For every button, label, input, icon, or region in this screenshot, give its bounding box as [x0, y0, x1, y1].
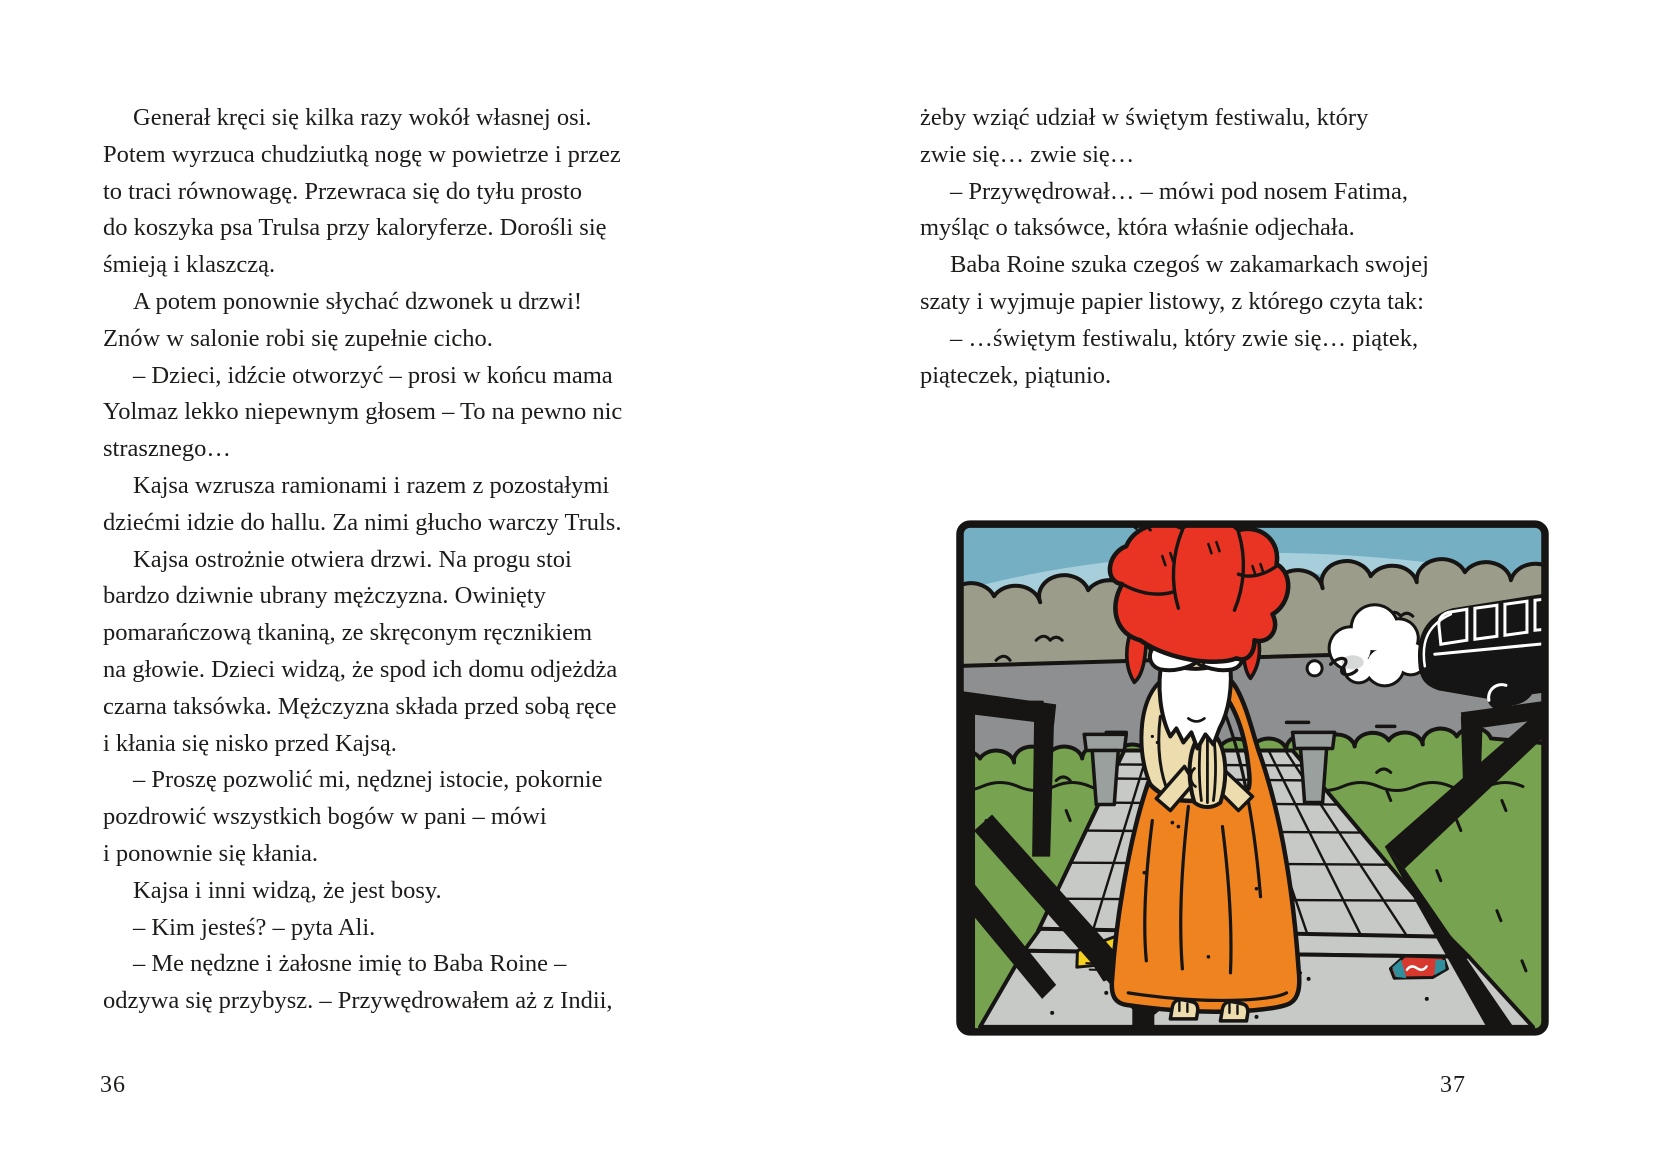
text-line: – Kim jesteś? – pyta Ali.	[133, 913, 376, 941]
text-line: i kłania się nisko przed Kajsą.	[103, 729, 397, 757]
illustration-svg	[956, 520, 1549, 1036]
text-line: dziećmi idzie do hallu. Za nimi głucho warczy Truls.	[103, 508, 622, 536]
text-line: Znów w salonie robi się zupełnie cicho.	[103, 324, 493, 352]
text-line: Kajsa wzrusza ramionami i razem z pozostałymi	[133, 471, 610, 499]
text-line: A potem ponownie słychać dzwonek u drzwi!	[133, 287, 583, 315]
right-page-text	[920, 100, 1490, 394]
text-line: do koszyka psa Trulsa przy kaloryferze. Dorośli się	[103, 214, 607, 242]
text-line: Yolmaz lekko niepewnym głosem – To na pewno nic	[103, 398, 623, 426]
text-line: – Przywędrował… – mówi pod nosem Fatima,	[950, 177, 1408, 205]
text-line: Potem wyrzuca chudziutką nogę w powietrze i przez	[103, 140, 621, 168]
text-line: – Dzieci, idźcie otworzyć – prosi w końcu mama	[133, 361, 613, 389]
text-line: – Proszę pozwolić mi, nędznej istocie, pokornie	[133, 766, 603, 794]
text-line: – Me nędzne i żałosne imię to Baba Roine –	[133, 950, 567, 978]
illustration-baba-roine	[956, 520, 1549, 1036]
text-line: zwie się… zwie się…	[920, 140, 1135, 168]
text-line: pomarańczową tkaniną, ze skręconym ręcznikiem	[103, 619, 593, 647]
text-line: odzywa się przybysz. – Przywędrowałem aż z Indii,	[103, 987, 613, 1015]
text-line: strasznego…	[103, 435, 231, 463]
text-line: pozdrowić wszystkich bogów w pani – mówi	[103, 803, 547, 831]
text-line: Baba Roine szuka czegoś w zakamarkach swojej	[950, 251, 1429, 279]
text-line: żeby wziąć udział w świętym festiwalu, który	[920, 104, 1369, 131]
page-number-left: 36	[100, 1072, 126, 1098]
text-line: Generał kręci się kilka razy wokół własnej osi.	[133, 104, 592, 131]
text-line: na głowie. Dzieci widzą, że spod ich domu odjeżdża	[103, 655, 618, 683]
text-line: i ponownie się kłania.	[103, 839, 319, 867]
text-line: szaty i wyjmuje papier listowy, z którego czyta tak:	[920, 287, 1424, 315]
text-line: bardzo dziwnie ubrany mężczyzna. Owinięty	[103, 582, 546, 610]
text-line: – …świętym festiwalu, który zwie się… piątek,	[950, 324, 1419, 352]
page-number-right: 37	[1440, 1072, 1466, 1098]
text-line: to traci równowagę. Przewraca się do tyłu prosto	[103, 177, 582, 205]
foot-right	[1220, 1002, 1247, 1021]
text-line: śmieją i klaszczą.	[103, 251, 276, 279]
text-line: myśląc o taksówce, która właśnie odjechała.	[920, 214, 1355, 242]
text-line: piąteczek, piątunio.	[920, 361, 1112, 389]
left-page-text	[103, 100, 683, 1020]
foot-left	[1170, 1000, 1197, 1019]
text-line: Kajsa ostrożnie otwiera drzwi. Na progu stoi	[133, 545, 572, 573]
text-line: Kajsa i inni widzą, że jest bosy.	[133, 876, 442, 904]
text-line: czarna taksówka. Mężczyzna składa przed sobą ręce	[103, 692, 617, 720]
